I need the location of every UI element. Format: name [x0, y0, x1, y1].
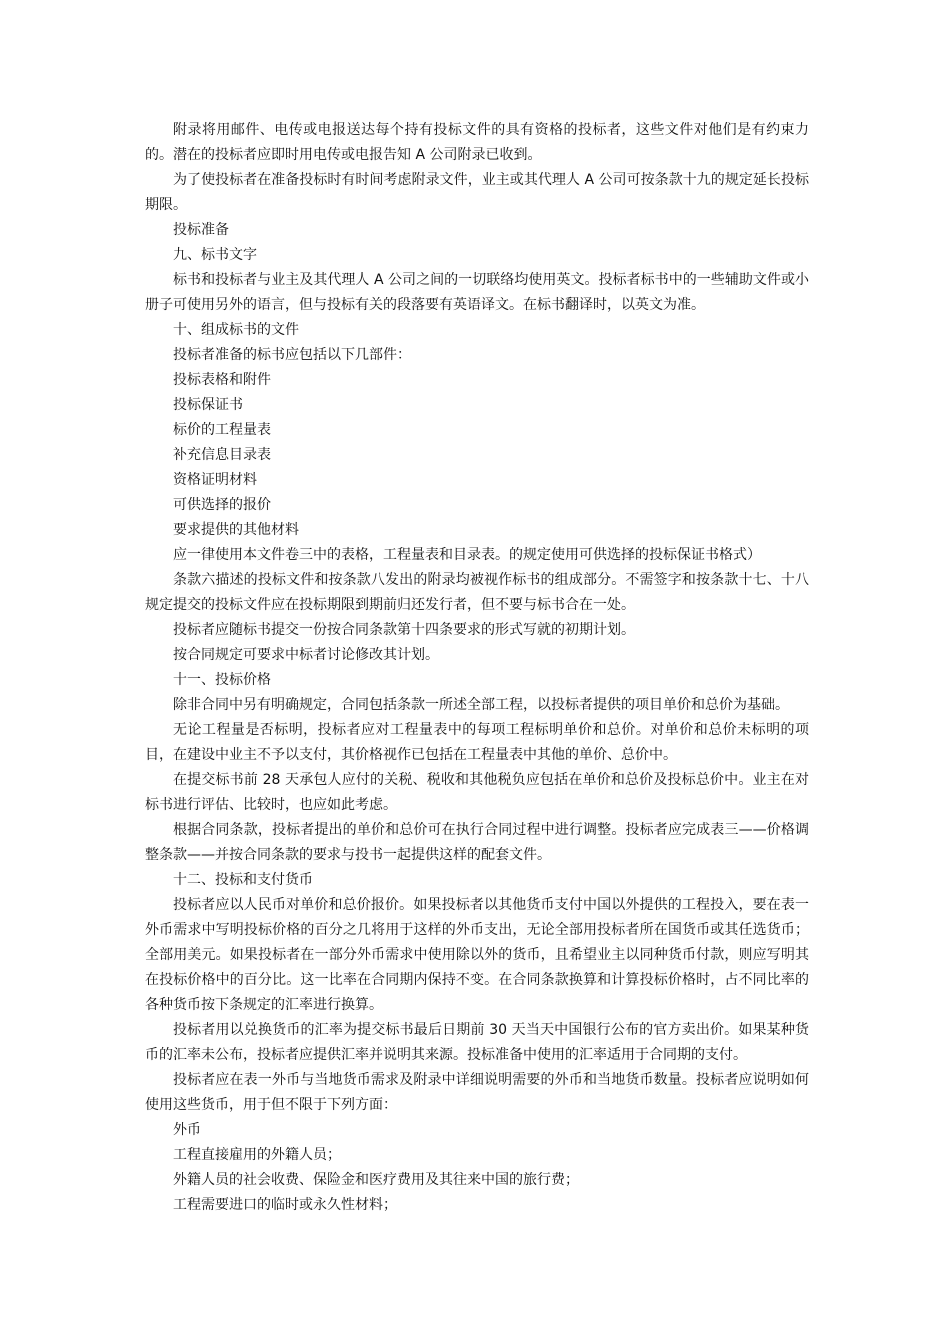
list-item: 补充信息目录表	[173, 447, 271, 463]
list-item: 要求提供的其他材料	[173, 522, 299, 538]
list-item: 投标保证书	[173, 397, 243, 413]
section-heading: 十一、投标价格	[173, 672, 271, 688]
section-heading: 十二、投标和支付货币	[173, 872, 313, 888]
section-heading: 九、标书文字	[173, 247, 257, 263]
paragraph: 投标者应以人民币对单价和总价报价。如果投标者以其他货币支付中国以外提供的工程投入，要在表一外币需求中写明投标价格的百分之几将用于这样的外币支出，无论全部用投标者所在国货币或其任选货币；全部用美元。如果投标者在一部分外币需求中使用除以外的货币，且希望业主以同种货币付款，则应写明其在投标价格中的百分比。这一比率在合同期内保持不变。在合同条款换算和计算投标价格时，占不同比率的各种货币按下条规定的汇率进行换算。	[145, 897, 809, 1013]
paragraph: 为了使投标者在准备投标时有时间考虑附录文件，业主或其代理人 A 公司可按条款十九的规定延长投标期限。	[145, 172, 809, 213]
paragraph: 投标者应在表一外币与当地货币需求及附录中详细说明需要的外币和当地货币数量。投标者应说明如何使用这些货币，用于但不限于下列方面：	[145, 1072, 809, 1113]
document-body	[145, 118, 809, 1218]
list-item: 资格证明材料	[173, 472, 257, 488]
list-item: 投标表格和附件	[173, 372, 271, 388]
paragraph: 标书和投标者与业主及其代理人 A 公司之间的一切联络均使用英文。投标者标书中的一些辅助文件或小册子可使用另外的语言，但与投标有关的段落要有英语译文。在标书翻译时，以英文为准。	[145, 272, 809, 313]
paragraph: 应一律使用本文件卷三中的表格，工程量表和目录表。的规定使用可供选择的投标保证书格式）	[173, 547, 761, 563]
paragraph: 投标者用以兑换货币的汇率为提交标书最后日期前 30 天当天中国银行公布的官方卖出价。如果某种货币的汇率未公布，投标者应提供汇率并说明其来源。投标准备中使用的汇率适用于合同期的支付。	[145, 1022, 809, 1063]
paragraph: 在提交标书前 28 天承包人应付的关税、税收和其他税负应包括在单价和总价及投标总价中。业主在对标书进行评估、比较时，也应如此考虑。	[145, 772, 809, 813]
paragraph: 投标者准备的标书应包括以下几部件：	[173, 347, 411, 363]
list-item: 外币	[173, 1122, 201, 1138]
paragraph: 无论工程量是否标明，投标者应对工程量表中的每项工程标明单价和总价。对单价和总价未标明的项目，在建设中业主不予以支付，其价格视作已包括在工程量表中其他的单价、总价中。	[145, 722, 809, 763]
paragraph: 按合同规定可要求中标者讨论修改其计划。	[173, 647, 439, 663]
list-item: 工程直接雇用的外籍人员；	[173, 1147, 341, 1163]
list-item: 可供选择的报价	[173, 497, 271, 513]
paragraph: 投标者应随标书提交一份按合同条款第十四条要求的形式写就的初期计划。	[173, 622, 635, 638]
list-item: 外籍人员的社会收费、保险金和医疗费用及其往来中国的旅行费；	[173, 1172, 579, 1188]
list-item: 标价的工程量表	[173, 422, 271, 438]
list-item: 工程需要进口的临时或永久性材料；	[173, 1197, 397, 1213]
section-heading: 投标准备	[173, 222, 229, 238]
paragraph: 根据合同条款，投标者提出的单价和总价可在执行合同过程中进行调整。投标者应完成表三——价格调整条款——并按合同条款的要求与投书一起提供这样的配套文件。	[145, 822, 809, 863]
paragraph: 条款六描述的投标文件和按条款八发出的附录均被视作标书的组成部分。不需签字和按条款十七、十八规定提交的投标文件应在投标期限到期前归还发行者，但不要与标书合在一处。	[145, 572, 809, 613]
paragraph: 附录将用邮件、电传或电报送达每个持有投标文件的具有资格的投标者，这些文件对他们是有约束力的。潜在的投标者应即时用电传或电报告知 A 公司附录已收到。	[145, 122, 809, 163]
section-heading: 十、组成标书的文件	[173, 322, 299, 338]
paragraph: 除非合同中另有明确规定，合同包括条款一所述全部工程，以投标者提供的项目单价和总价为基础。	[173, 697, 789, 713]
